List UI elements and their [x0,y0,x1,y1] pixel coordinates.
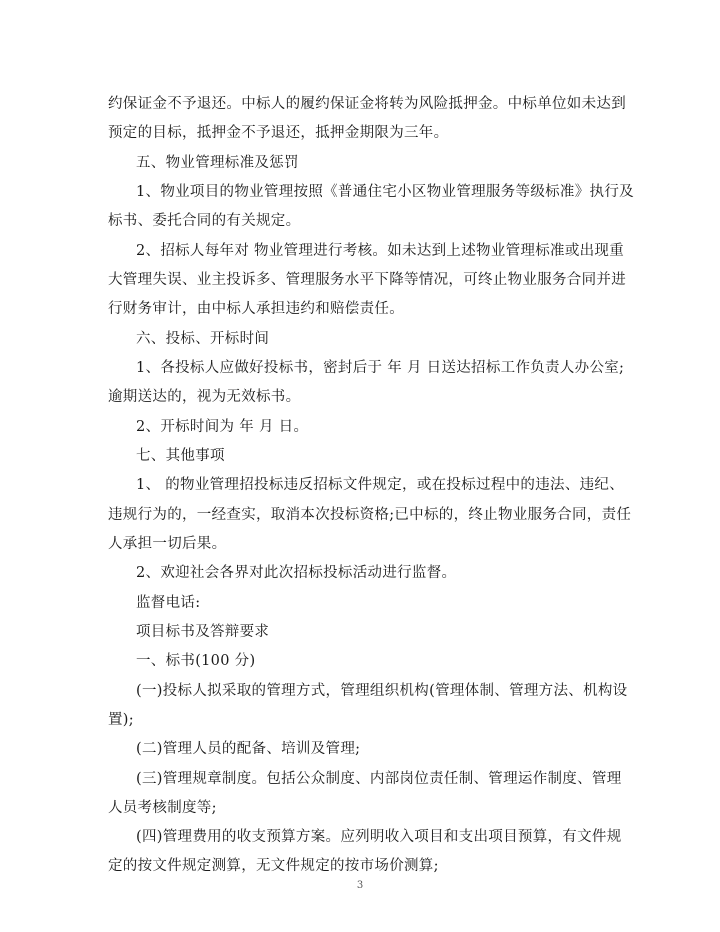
text-line: 人员考核制度等; [108,800,217,816]
text-line: 逾期送达的，视为无效标书。 [108,389,301,405]
page-number: 3 [356,880,364,891]
text-line: 1、物业项目的物业管理按照《普通住宅小区物业管理服务等级标准》执行及 [136,184,634,200]
section-heading: 七、其他事项 [136,448,225,464]
text-line: (二)管理人员的配备、培训及管理; [136,741,361,757]
text-line: 1、 的物业管理招投标违反招标文件规定，或在投标过程中的违法、违纪、 [136,477,625,493]
text-line: 人承担一切后果。 [108,536,227,552]
section-heading: 五、物业管理标准及惩罚 [136,155,299,171]
text-line: 大管理失误、业主投诉多、管理服务水平下降等情况，可终止物业服务合同并进 [108,272,626,288]
text-line: 约保证金不予退还。中标人的履约保证金将转为风险抵押金。中标单位如未达到 [108,96,626,112]
text-line: 2、开标时间为 年 月 日。 [136,419,309,435]
text-line: 监督电话: [136,595,201,611]
section-heading: 一、标书(100 分) [136,653,256,669]
text-line: (一)投标人拟采取的管理方式，管理组织机构(管理体制、管理方法、机构设 [136,683,628,699]
text-line: (三)管理规章制度。包括公众制度、内部岗位责任制、管理运作制度、管理 [136,771,622,787]
text-line: 标书、委托合同的有关规定。 [108,213,301,229]
text-line: 预定的目标，抵押金不予退还，抵押金期限为三年。 [108,125,449,141]
text-line: 行财务审计，由中标人承担违约和赔偿责任。 [108,301,404,317]
text-line: (四)管理费用的收支预算方案。应列明收入项目和支出项目预算，有文件规 [136,829,622,845]
text-line: 置); [108,712,134,728]
section-heading: 六、投标、开标时间 [136,331,270,347]
text-line: 违规行为的，一经查实，取消本次投标资格;已中标的，终止物业服务合同，责任 [108,507,632,523]
text-line: 2、欢迎社会各界对此次招标投标活动进行监督。 [136,565,457,581]
text-line: 定的按文件规定测算，无文件规定的按市场价测算; [108,858,439,874]
text-line: 1、各投标人应做好投标书，密封后于 年 月 日送达招标工作负责人办公室; [136,360,625,376]
text-line: 项目标书及答辩要求 [136,624,270,640]
text-line: 2、招标人每年对 物业管理进行考核。如未达到上述物业管理标准或出现重 [136,243,625,259]
